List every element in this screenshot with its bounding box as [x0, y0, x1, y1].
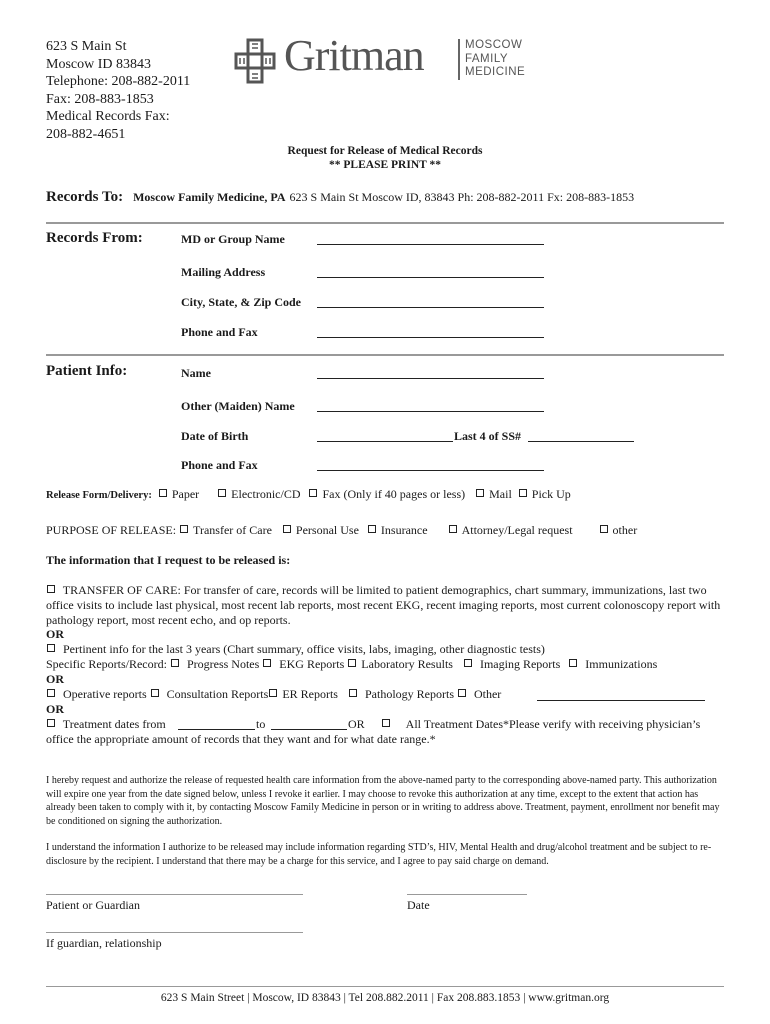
- checkbox[interactable]: [151, 689, 159, 697]
- dob-field[interactable]: [317, 441, 453, 442]
- from-phone-fax-field[interactable]: [317, 337, 544, 338]
- records-to-row: [46, 188, 634, 206]
- maiden-name-field[interactable]: [317, 411, 544, 412]
- logo-sub-line: MOSCOW: [465, 39, 523, 51]
- pertinent-row: [46, 642, 545, 657]
- report-option: Consultation Reports: [166, 687, 269, 701]
- delivery-option: Pick Up: [531, 487, 571, 501]
- records-to-details: 623 S Main St Moscow ID, 83843 Ph: 208-882-2011 Fx: 208-883-1853: [289, 190, 635, 204]
- city-state-zip-field[interactable]: [317, 307, 544, 308]
- specific-label: Specific Reports/Record:: [46, 657, 167, 671]
- delivery-option: Paper: [171, 487, 200, 501]
- divider: [46, 222, 724, 224]
- checkbox[interactable]: [382, 719, 390, 727]
- patient-signature-label: Patient or Guardian: [46, 898, 140, 912]
- specific-option: Immunizations: [585, 657, 658, 671]
- checkbox[interactable]: [171, 659, 179, 667]
- maiden-name-label: Other (Maiden) Name: [181, 399, 295, 413]
- pertinent-text: Pertinent info for the last 3 years (Chart summary, office visits, labs, imaging, other diagnostic tests): [63, 642, 545, 656]
- treatment-from-field[interactable]: [178, 729, 255, 730]
- treatment-to-label: to: [256, 717, 266, 731]
- patient-signature-line[interactable]: [46, 894, 303, 895]
- checkbox[interactable]: [348, 659, 356, 667]
- patient-phone-fax-field[interactable]: [317, 470, 544, 471]
- logo-sub-line: MEDICINE: [465, 66, 526, 78]
- purpose-option: Insurance: [380, 523, 428, 537]
- report-option: Other: [473, 687, 502, 701]
- checkbox[interactable]: [47, 585, 55, 593]
- logo-sub-line: FAMILY: [465, 52, 509, 65]
- disclosure-paragraph: I understand the information I authorize to be released may include information regarding STD’s, HIV, Mental Health and drug/alcohol treatment and be subject to re-disclosure by the recipient. I understand that there may be a charge for this service, and I agree to pay said charge on demand.: [46, 842, 712, 867]
- or-label: OR: [46, 627, 64, 641]
- footer-divider: [46, 986, 724, 987]
- checkbox[interactable]: [47, 719, 55, 727]
- records-to-heading: Records To:: [46, 189, 124, 205]
- logo-subtitle: [458, 39, 525, 80]
- transfer-of-care-text: [46, 583, 726, 628]
- delivery-option: Electronic/CD: [231, 487, 301, 501]
- specific-option: EKG Reports: [279, 657, 345, 671]
- address-line: Telephone: 208-882-2011: [46, 74, 191, 89]
- treatment-continued: office the appropriate amount of records that they want and for what date range.*: [46, 732, 436, 746]
- checkbox[interactable]: [449, 525, 457, 533]
- ssn-field[interactable]: [528, 441, 634, 442]
- checkbox[interactable]: [349, 689, 357, 697]
- records-to-name: Moscow Family Medicine, PA: [133, 190, 286, 204]
- footer: 623 S Main Street | Moscow, ID 83843 | Tel 208.882.2011 | Fax 208.883.1853 | www.gritman.org: [160, 992, 610, 1004]
- checkbox[interactable]: [269, 689, 277, 697]
- checkbox[interactable]: [458, 689, 466, 697]
- from-phone-fax-label: Phone and Fax: [181, 325, 258, 339]
- purpose-option: Personal Use: [295, 523, 359, 537]
- other-field[interactable]: [537, 700, 705, 701]
- checkbox[interactable]: [159, 489, 167, 497]
- medical-cross-icon: [234, 38, 276, 84]
- checkbox[interactable]: [309, 489, 317, 497]
- form-title: Request for Release of Medical Records: [287, 145, 483, 157]
- checkbox[interactable]: [218, 489, 226, 497]
- checkbox[interactable]: [476, 489, 484, 497]
- authorization-paragraph: I hereby request and authorize the release of requested health care information from the above-named party to the corresponding above-named party. This authorization will expire one year from the date signed below, unless I revoke it earlier. I may choose to revoke this authorization at any time, except to the extent that action has already been taken to comply with it, by contacting Moscow Family Medicine in person or in writing to address above. Treatment, payment, enrollment nor benefit may be conditioned on signing the authorization.: [46, 775, 720, 827]
- address-line: Medical Records Fax:: [46, 109, 170, 124]
- gritman-logo: [234, 31, 544, 86]
- purpose-option: Attorney/Legal request: [461, 523, 573, 537]
- checkbox[interactable]: [47, 689, 55, 697]
- treatment-or: OR: [348, 717, 365, 731]
- checkbox[interactable]: [283, 525, 291, 533]
- checkbox[interactable]: [519, 489, 527, 497]
- purpose-option: other: [612, 523, 638, 537]
- md-group-label: MD or Group Name: [181, 232, 285, 246]
- specific-row: [46, 657, 657, 672]
- patient-info-heading: Patient Info:: [46, 363, 128, 379]
- address-line: 208-882-4651: [46, 126, 126, 142]
- patient-name-label: Name: [181, 366, 211, 380]
- delivery-option: Fax (Only if 40 pages or less): [322, 487, 466, 501]
- or-label: OR: [46, 672, 64, 686]
- checkbox[interactable]: [464, 659, 472, 667]
- or-label: OR: [46, 702, 64, 716]
- info-heading: The information that I request to be released is:: [46, 553, 291, 567]
- checkbox[interactable]: [263, 659, 271, 667]
- address-line: 623 S Main St: [46, 39, 127, 54]
- all-treatment-dates: All Treatment Dates*Please verify with receiving physician’s: [405, 717, 701, 731]
- ssn-label: Last 4 of SS#: [454, 429, 522, 443]
- mailing-address-label: Mailing Address: [181, 265, 266, 279]
- report-option: ER Reports: [282, 687, 338, 701]
- checkbox[interactable]: [180, 525, 188, 533]
- purpose-option: Transfer of Care: [193, 523, 272, 537]
- checkbox[interactable]: [569, 659, 577, 667]
- clinic-address: [46, 38, 190, 143]
- form-subtitle: ** PLEASE PRINT **: [329, 159, 441, 171]
- treatment-all-row: [348, 717, 700, 732]
- mailing-address-field[interactable]: [317, 277, 544, 278]
- relationship-line[interactable]: [46, 932, 303, 933]
- date-label: Date: [407, 898, 430, 912]
- specific-option: Progress Notes: [186, 657, 260, 671]
- report-option: Pathology Reports: [364, 687, 454, 701]
- checkbox[interactable]: [368, 525, 376, 533]
- checkbox[interactable]: [47, 644, 55, 652]
- treatment-row: [46, 717, 166, 732]
- report-option: Operative reports: [63, 687, 147, 701]
- logo-wordmark: Gritman: [284, 31, 424, 80]
- other-reports-row: [46, 687, 501, 702]
- specific-option: Imaging Reports: [479, 657, 561, 671]
- delivery-row: Release Form/Delivery: Paper Electronic/CD Fax (Only if 40 pages or less) Mail Pick Up: [46, 487, 571, 501]
- delivery-option: Mail: [489, 487, 512, 501]
- checkbox[interactable]: [600, 525, 608, 533]
- delivery-label: Release Form/Delivery: [46, 490, 149, 501]
- divider: [46, 354, 724, 356]
- specific-option: Laboratory Results: [361, 657, 453, 671]
- address-line: Fax: 208-883-1853: [46, 91, 154, 107]
- treatment-to-field[interactable]: [271, 729, 347, 730]
- treatment-from-label: Treatment dates from: [62, 717, 166, 731]
- patient-phone-fax-label: Phone and Fax: [181, 458, 258, 472]
- purpose-label: PURPOSE OF RELEASE: [46, 523, 173, 537]
- city-state-zip-label: City, State, & Zip Code: [181, 295, 301, 309]
- relationship-label: If guardian, relationship: [46, 936, 162, 950]
- transfer-text: TRANSFER OF CARE: For transfer of care, records will be limited to patient demographics, chart summary, immunizations, last two office visits to include last physical, most recent lab reports, most recent EKG, recent imaging reports, most current colonoscopy report with pathology report, most recent echo, and op reports.: [46, 583, 721, 627]
- date-line[interactable]: [407, 894, 527, 895]
- patient-name-field[interactable]: [317, 378, 544, 379]
- records-from-heading: Records From:: [46, 230, 143, 246]
- dob-label: Date of Birth: [181, 429, 249, 443]
- md-group-field[interactable]: [317, 244, 544, 245]
- purpose-row: PURPOSE OF RELEASE: Transfer of Care Personal Use Insurance Attorney/Legal request other: [46, 523, 638, 537]
- address-line: Moscow ID 83843: [46, 56, 151, 72]
